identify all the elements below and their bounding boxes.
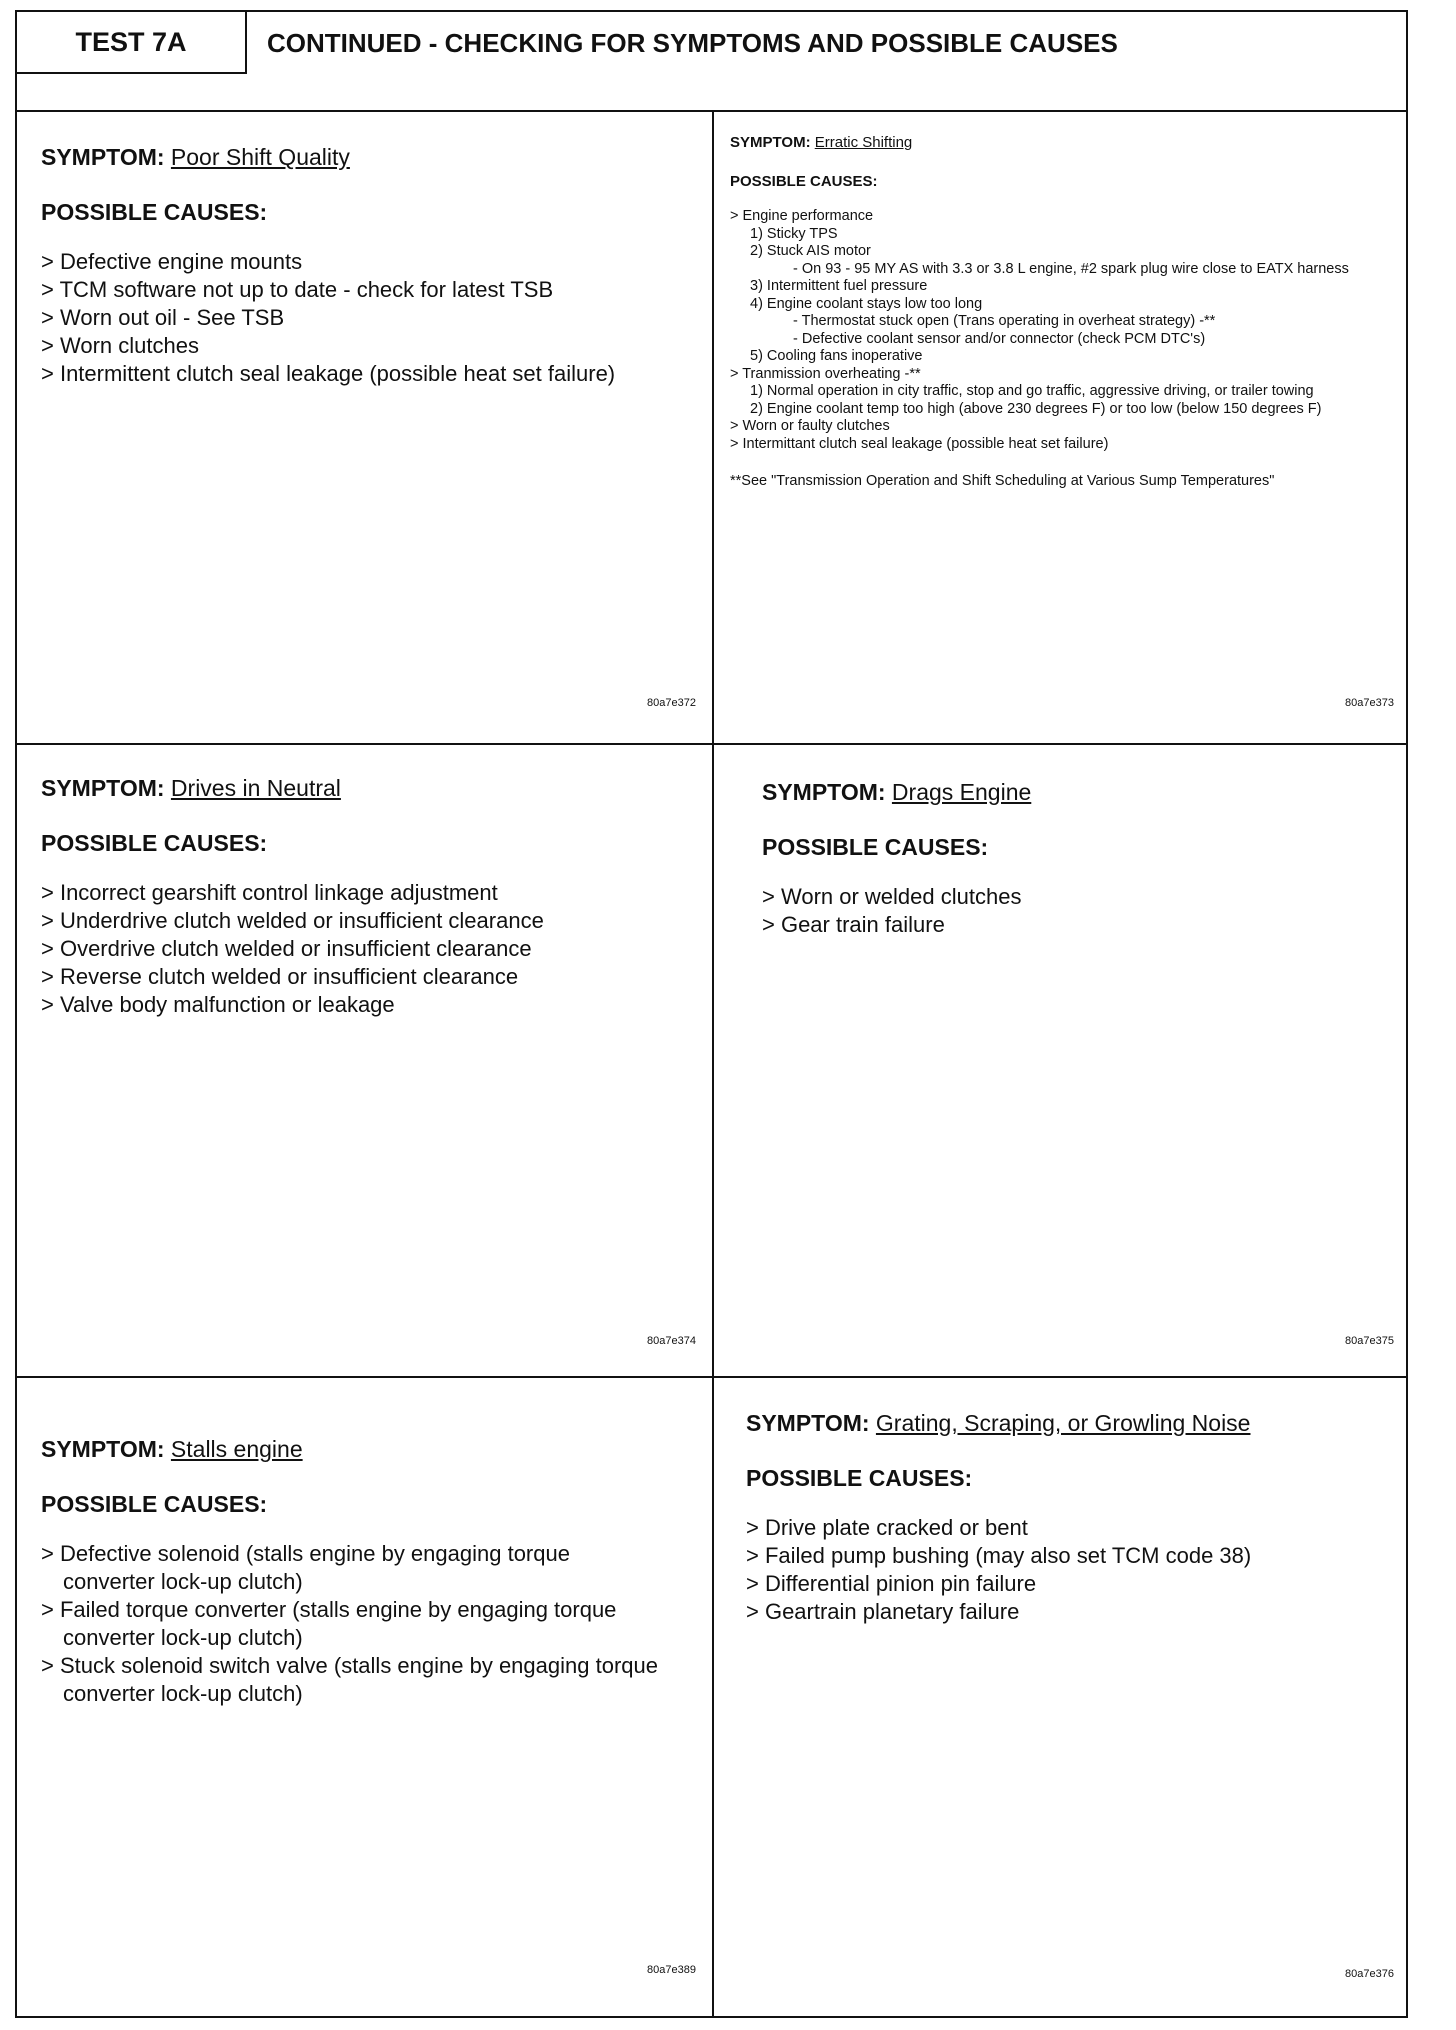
figure-id: 80a7e372: [647, 697, 696, 709]
figure-id: 80a7e376: [1345, 1968, 1394, 1980]
list-item: > Tranmission overheating -**: [730, 365, 921, 382]
possible-causes-label: POSSIBLE CAUSES:: [41, 199, 268, 225]
list-item: > Worn or welded clutches: [762, 884, 1022, 909]
list-item: > Failed torque converter (stalls engine by engaging torque converter lock-up clutch): [41, 1597, 617, 1650]
symptom-heading: [41, 1436, 688, 1463]
symptom-label: SYMPTOM:: [41, 1436, 165, 1462]
figure-id: 80a7e389: [647, 1964, 696, 1976]
page-title: CONTINUED - CHECKING FOR SYMPTOMS AND POSSIBLE CAUSES: [267, 28, 1118, 58]
symptom-cell-grating-noise: [714, 1378, 1410, 2018]
symptom-cell-drags-engine: [714, 745, 1410, 1376]
list-item: > Worn clutches: [41, 333, 199, 358]
footnote: **See "Transmission Operation and Shift Scheduling at Various Sump Temperatures": [730, 473, 1275, 489]
list-item: > Worn out oil - See TSB: [41, 305, 285, 330]
list-item: > Defective solenoid (stalls engine by engaging torque converter lock-up clutch): [41, 1541, 570, 1594]
list-item: > Differential pinion pin failure: [746, 1571, 1037, 1596]
symptom-grid: [17, 112, 1406, 2018]
list-item: > Overdrive clutch welded or insufficient clearance: [41, 936, 532, 961]
list-item: > Valve body malfunction or leakage: [41, 992, 395, 1017]
list-item: 2) Engine coolant temp too high (above 230 degrees F) or too low (below 150 degrees F): [750, 400, 1322, 417]
symptom-name: Drives in Neutral: [170, 775, 341, 801]
symptom-heading: [762, 779, 1386, 806]
figure-id: 80a7e373: [1345, 697, 1394, 709]
possible-causes-label: POSSIBLE CAUSES:: [730, 173, 878, 190]
list-item: 2) Stuck AIS motor: [750, 243, 871, 259]
list-item: 5) Cooling fans inoperative: [750, 348, 923, 364]
list-item: > Defective engine mounts: [41, 249, 303, 274]
list-item: 1) Normal operation in city traffic, stop and go traffic, aggressive driving, or trailer towing: [750, 383, 1314, 399]
symptom-heading: [730, 134, 1394, 151]
symptom-label: SYMPTOM:: [41, 144, 165, 170]
page-header: [17, 12, 1406, 112]
test-label: TEST 7A: [17, 12, 247, 74]
list-item: 1) Sticky TPS: [750, 225, 838, 242]
list-item: > Geartrain planetary failure: [746, 1599, 1020, 1624]
causes-list: [41, 1540, 661, 1708]
symptom-label: SYMPTOM:: [730, 134, 811, 151]
list-item: - Defective coolant sensor and/or connector (check PCM DTC's): [793, 330, 1206, 347]
figure-id: 80a7e374: [647, 1335, 696, 1347]
list-item: - On 93 - 95 MY AS with 3.3 or 3.8 L engine, #2 spark plug wire close to EATX harness: [793, 260, 1349, 277]
causes-list: [41, 248, 688, 388]
list-item: > Gear train failure: [762, 912, 945, 937]
list-item: - Thermostat stuck open (Trans operating in overheat strategy) -**: [793, 313, 1216, 329]
possible-causes-label: POSSIBLE CAUSES:: [41, 1491, 268, 1517]
list-item: > Underdrive clutch welded or insufficient clearance: [41, 908, 544, 933]
symptom-cell-poor-shift-quality: [17, 112, 712, 743]
list-item: > TCM software not up to date - check for latest TSB: [41, 277, 554, 302]
list-item: > Intermittant clutch seal leakage (possible heat set failure): [730, 435, 1109, 452]
possible-causes-label: POSSIBLE CAUSES:: [41, 830, 268, 856]
symptom-label: SYMPTOM:: [41, 775, 165, 801]
causes-list: [746, 1514, 1386, 1626]
causes-list: [730, 208, 1394, 453]
list-item: > Incorrect gearshift control linkage adjustment: [41, 880, 498, 905]
symptom-heading: [41, 775, 688, 802]
list-item: > Drive plate cracked or bent: [746, 1515, 1028, 1540]
figure-id: 80a7e375: [1345, 1335, 1394, 1347]
possible-causes-label: POSSIBLE CAUSES:: [762, 834, 989, 860]
list-item: > Intermittent clutch seal leakage (possible heat set failure): [41, 361, 616, 386]
symptom-heading: [41, 144, 688, 171]
symptom-name: Erratic Shifting: [814, 134, 913, 151]
list-item: > Worn or faulty clutches: [730, 418, 890, 434]
list-item: > Stuck solenoid switch valve (stalls engine by engaging torque converter lock-up clutch): [41, 1653, 658, 1706]
symptom-label: SYMPTOM:: [746, 1410, 870, 1436]
list-item: 3) Intermittent fuel pressure: [750, 278, 928, 294]
symptom-name: Grating, Scraping, or Growling Noise: [875, 1410, 1251, 1436]
symptom-cell-drives-in-neutral: [17, 745, 712, 1376]
symptom-name: Stalls engine: [170, 1436, 303, 1462]
causes-list: [762, 883, 1386, 939]
symptom-name: Drags Engine: [891, 779, 1032, 805]
list-item: > Engine performance: [730, 208, 874, 224]
symptom-cell-erratic-shifting: [714, 112, 1410, 743]
symptom-heading: [746, 1410, 1386, 1437]
causes-list: [41, 879, 688, 1019]
symptom-name: Poor Shift Quality: [170, 144, 350, 170]
symptom-cell-stalls-engine: [17, 1378, 712, 2018]
page-frame: [15, 10, 1408, 2018]
list-item: 4) Engine coolant stays low too long: [750, 295, 983, 312]
list-item: > Reverse clutch welded or insufficient clearance: [41, 964, 519, 989]
symptom-label: SYMPTOM:: [762, 779, 886, 805]
possible-causes-label: POSSIBLE CAUSES:: [746, 1465, 973, 1491]
list-item: > Failed pump bushing (may also set TCM code 38): [746, 1543, 1252, 1568]
